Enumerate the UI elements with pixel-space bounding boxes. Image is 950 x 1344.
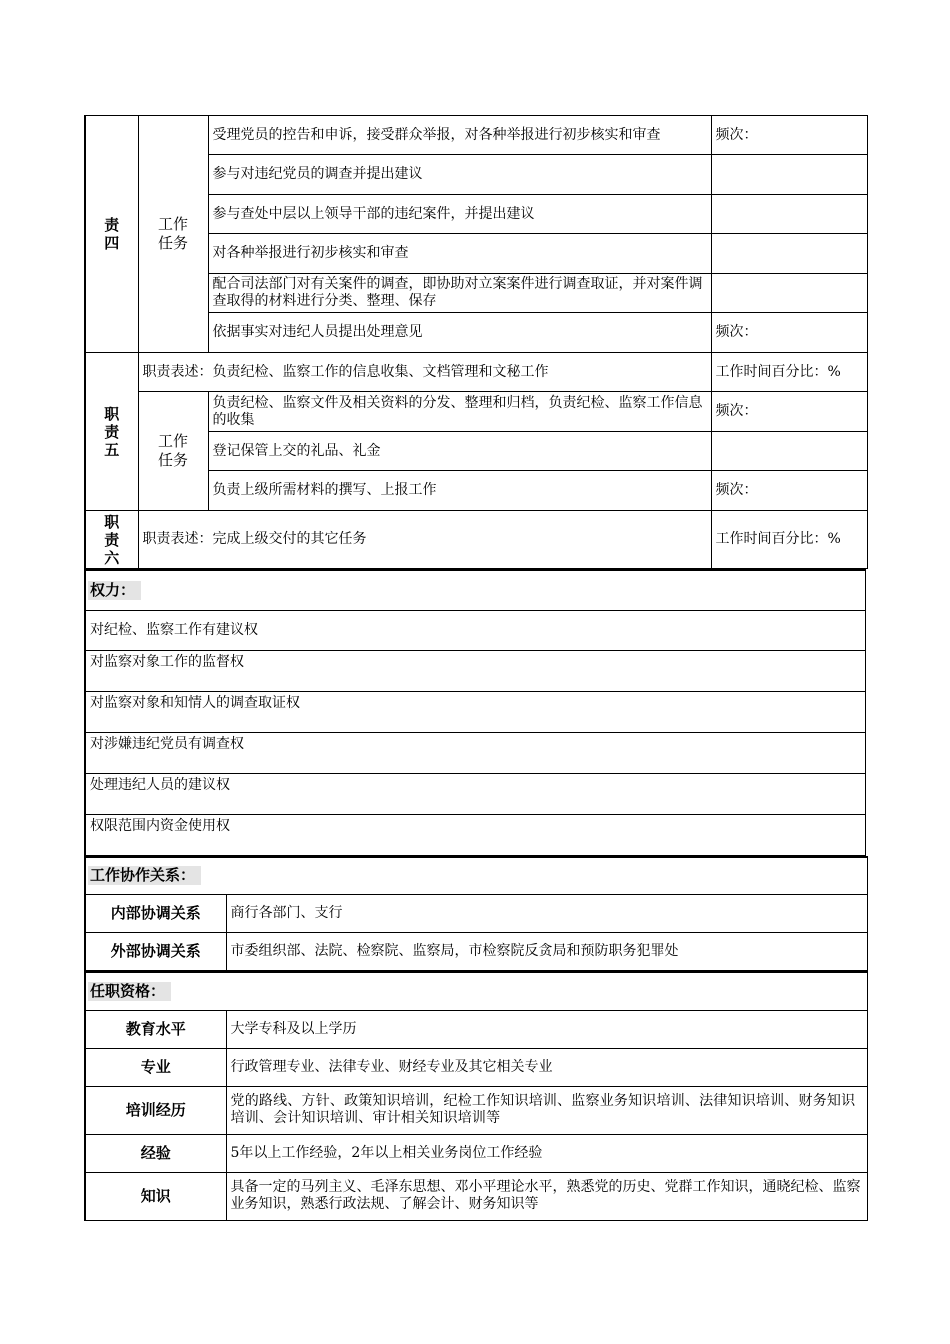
- power-item: 对监察对象和知情人的调查取证权: [85, 691, 866, 732]
- task-frequency: [711, 432, 867, 471]
- duty5-label-line: 职: [104, 404, 120, 423]
- qualification-key: 教育水平: [85, 1010, 226, 1048]
- task-text: 依据事实对违纪人员提出处理意见: [208, 313, 711, 353]
- power-row: [85, 814, 866, 855]
- qualification-key: 知识: [85, 1172, 226, 1220]
- relation-key: 内部协调关系: [85, 895, 226, 933]
- relations-table: [84, 856, 868, 972]
- duty6-label-line: 责: [104, 530, 120, 549]
- duty5-label: [85, 353, 138, 511]
- relation-value: 商行各部门、支行: [226, 895, 867, 933]
- power-item: 对监察对象工作的监督权: [85, 650, 866, 691]
- task-frequency: 频次：: [711, 392, 867, 432]
- task-frequency: [711, 274, 867, 313]
- task-text: 负责上级所需材料的撰写、上报工作: [208, 471, 711, 511]
- task-text: 受理党员的控告和申诉，接受群众举报，对各种举报进行初步核实和审查: [208, 116, 711, 155]
- qualifications-header-row: [85, 972, 867, 1010]
- duty4-row: [85, 116, 867, 155]
- task-label-line: 工作: [157, 432, 188, 450]
- powers-title: 权力：: [88, 581, 141, 600]
- power-row: [85, 732, 866, 773]
- duty5-statement-row: [85, 353, 867, 392]
- power-item: 对涉嫌违纪党员有调查权: [85, 732, 866, 773]
- qualification-value: 党的路线、方针、政策知识培训，纪检工作知识培训、监察业务知识培训、法律知识培训、财务知识培训、会计知识培训、审计相关知识培训等: [226, 1086, 867, 1134]
- qualification-value: 具备一定的马列主义、毛泽东思想、邓小平理论水平，熟悉党的历史、党群工作知识，通晓纪检、监察业务知识，熟悉行政法规、了解会计、财务知识等: [226, 1172, 867, 1220]
- power-row: [85, 773, 866, 814]
- duty4-task-label: [138, 116, 208, 353]
- duty6-percent: 工作时间百分比：%: [711, 511, 867, 569]
- powers-header-row: [85, 570, 866, 610]
- task-row: [85, 392, 867, 432]
- task-label-line: 任务: [157, 451, 188, 469]
- power-item: 权限范围内资金使用权: [85, 814, 866, 855]
- task-frequency: [711, 155, 867, 195]
- task-label-line: 工作: [157, 215, 188, 233]
- task-text: 负责纪检、监察文件及相关资料的分发、整理和归档，负责纪检、监察工作信息的收集: [208, 392, 711, 432]
- relation-key: 外部协调关系: [85, 933, 226, 971]
- power-row: [85, 610, 866, 650]
- power-row: [85, 650, 866, 691]
- powers-table: [84, 569, 866, 856]
- relation-value: 市委组织部、法院、检察院、监察局，市检察院反贪局和预防职务犯罪处: [226, 933, 867, 971]
- duties-table: [84, 115, 868, 569]
- task-text: 配合司法部门对有关案件的调查，即协助对立案案件进行调查取证，并对案件调查取得的材料进行分类、整理、保存: [208, 274, 711, 313]
- qualification-value: 行政管理专业、法律专业、财经专业及其它相关专业: [226, 1048, 867, 1086]
- relation-row: [85, 895, 867, 933]
- task-text: 参与查处中层以上领导干部的违纪案件，并提出建议: [208, 195, 711, 234]
- task-frequency: [711, 195, 867, 234]
- task-frequency: 频次：: [711, 471, 867, 511]
- qualifications-table: [84, 971, 868, 1221]
- relations-title: 工作协作关系：: [88, 866, 201, 885]
- duty5-percent: 工作时间百分比：%: [711, 353, 867, 392]
- duty5-label-line: 五: [104, 440, 120, 459]
- qualification-key: 专业: [85, 1048, 226, 1086]
- task-frequency: 频次：: [711, 116, 867, 155]
- qualification-value: 5年以上工作经验，2年以上相关业务岗位工作经验: [226, 1134, 867, 1172]
- duty6-label-line: 六: [104, 548, 120, 567]
- duty5-statement: 职责表述：负责纪检、监察工作的信息收集、文档管理和文秘工作: [138, 353, 711, 392]
- power-item: 对纪检、监察工作有建议权: [85, 610, 866, 650]
- qualifications-title: 任职资格：: [88, 982, 171, 1001]
- duty5-task-label: [138, 392, 208, 511]
- qualification-value: 大学专科及以上学历: [226, 1010, 867, 1048]
- qualification-key: 经验: [85, 1134, 226, 1172]
- qualification-row: [85, 1134, 867, 1172]
- job-description-sheet: [84, 115, 866, 1221]
- relations-header-row: [85, 857, 867, 895]
- qualification-row: [85, 1086, 867, 1134]
- task-frequency: 频次：: [711, 313, 867, 353]
- duty4-label-line: 责: [104, 216, 120, 234]
- qualification-row: [85, 1010, 867, 1048]
- duty6-row: [85, 511, 867, 569]
- task-text: 登记保管上交的礼品、礼金: [208, 432, 711, 471]
- duty4-label: [85, 116, 138, 353]
- relation-row: [85, 933, 867, 971]
- power-row: [85, 691, 866, 732]
- qualification-row: [85, 1172, 867, 1220]
- duty5-label-line: 责: [104, 422, 120, 441]
- qualification-row: [85, 1048, 867, 1086]
- duty6-label: [85, 511, 138, 569]
- duty6-label-line: 职: [104, 512, 120, 531]
- duty6-statement: 职责表述：完成上级交付的其它任务: [138, 511, 711, 569]
- task-text: 对各种举报进行初步核实和审查: [208, 234, 711, 274]
- power-item: 处理违纪人员的建议权: [85, 773, 866, 814]
- qualification-key: 培训经历: [85, 1086, 226, 1134]
- task-label-line: 任务: [157, 234, 188, 252]
- task-text: 参与对违纪党员的调查并提出建议: [208, 155, 711, 195]
- duty4-label-line: 四: [104, 234, 120, 252]
- task-frequency: [711, 234, 867, 274]
